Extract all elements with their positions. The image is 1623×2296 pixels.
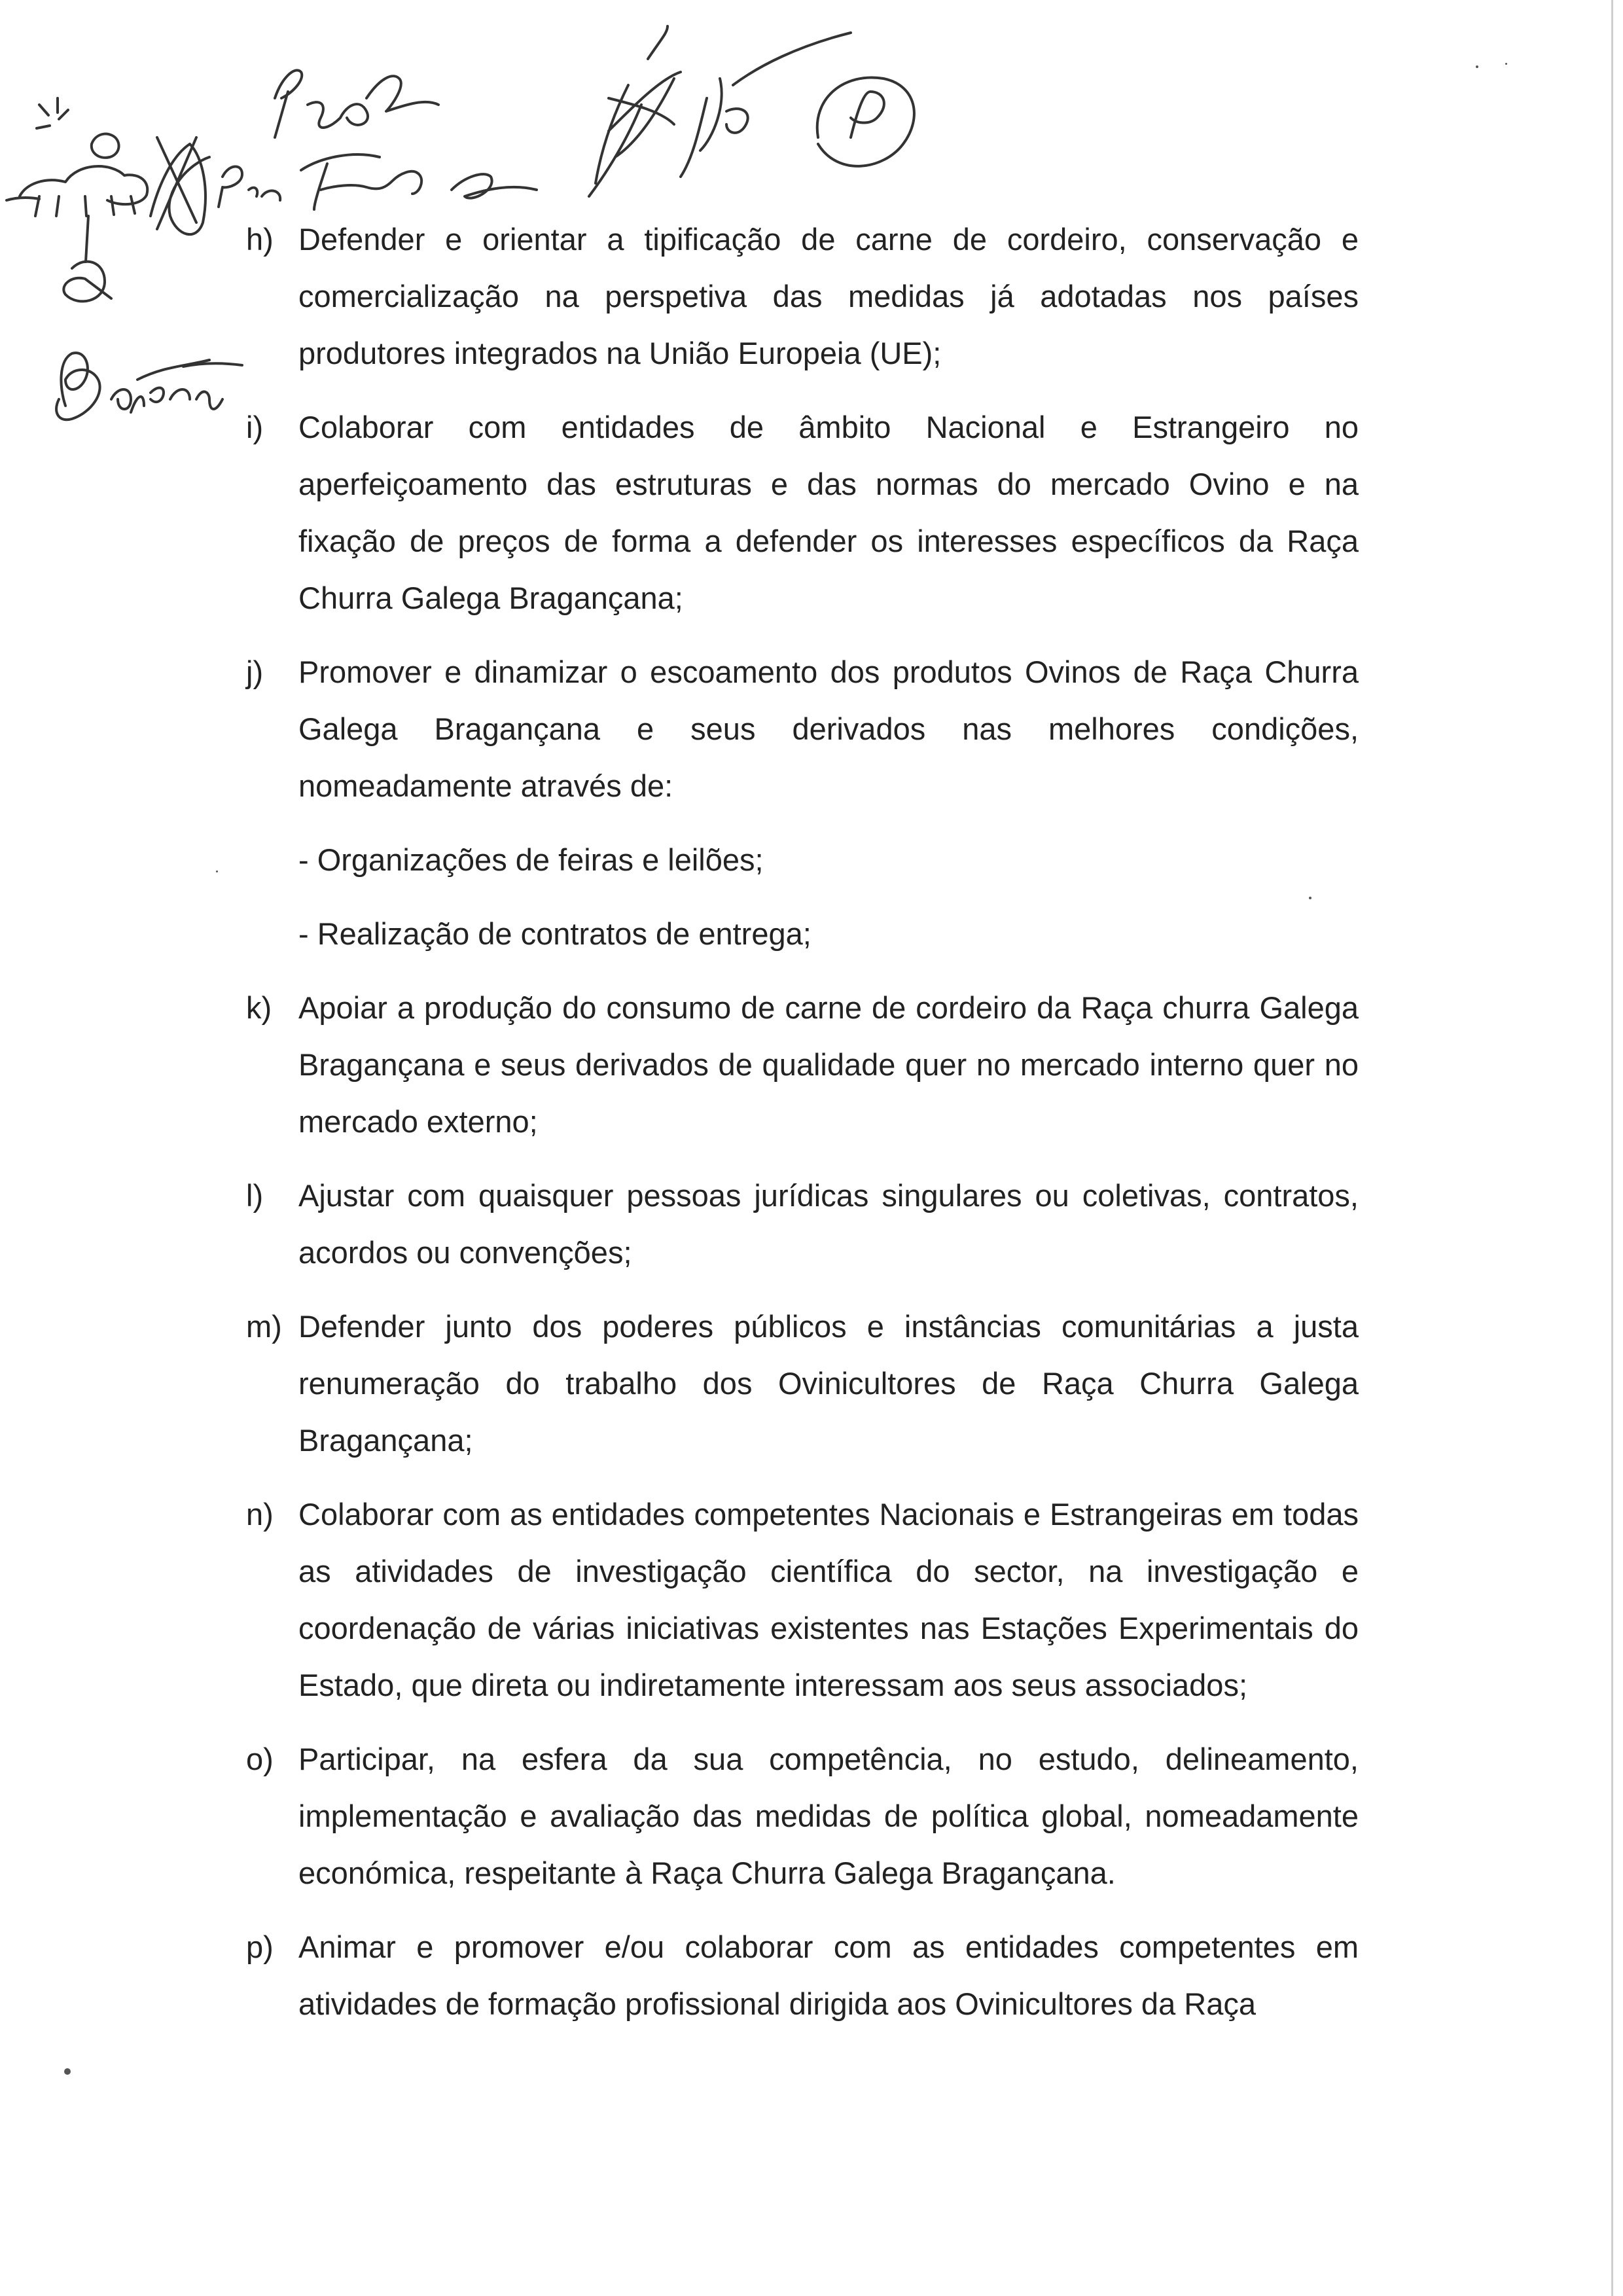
list-item-n (246, 1486, 1359, 1713)
doodle-sun-signature (37, 98, 68, 128)
item-text: Promover e dinamizar o escoamento dos produtos Ovinos de Raça Churra Galega Bragançana e seus derivados nas melhores condições, nomeadamente através de: (298, 655, 1359, 803)
scan-speck (216, 870, 218, 872)
signature-middle (681, 33, 851, 177)
item-text: Ajustar com quaisquer pessoas jurídicas singulares ou coletivas, contratos, acordos ou convenções; (298, 1178, 1359, 1270)
scan-speck (1476, 65, 1478, 68)
list-item-o (246, 1731, 1359, 1901)
item-letter: m) (246, 1309, 282, 1344)
list-item-k (246, 979, 1359, 1150)
sub-item-feiras: - Organizações de feiras e leilões; (298, 842, 764, 877)
item-letter: l) (246, 1178, 264, 1213)
item-letter: j) (246, 655, 264, 689)
list-item-j (246, 643, 1359, 814)
item-text: Participar, na esfera da sua competência, no estudo, delineamento, implementação e avaliação das medidas de política global, nomeadamente económica, respeitante à Raça Churra Galega Bragançana. (298, 1742, 1359, 1890)
item-text: Colaborar com entidades de âmbito Nacional e Estrangeiro no aperfeiçoamento das estruturas e das normas do mercado Ovino e na fixação de preços de forma a defender os interesses específicos da Raça Churra Galega Bragançana; (298, 410, 1359, 615)
initials-cross-signature (151, 137, 209, 234)
signature-fernandes (219, 154, 537, 209)
scan-speck (1505, 63, 1507, 65)
list-item-m (246, 1298, 1359, 1469)
item-text: Defender junto dos poderes públicos e instâncias comunitárias a justa renumeração do trabalho dos Ovinicultores de Raça Churra Galega Bragançana; (298, 1309, 1359, 1458)
item-letter: n) (246, 1497, 274, 1532)
signature-circled-p (817, 77, 914, 166)
item-letter: p) (246, 1929, 274, 1964)
signature-pitada (275, 70, 438, 137)
signature-pereira (56, 353, 223, 420)
signature-angular (589, 26, 681, 196)
pereira-underline (183, 363, 242, 367)
item-letter: i) (246, 410, 264, 444)
initials-lower-signature (63, 216, 111, 301)
item-letter: o) (246, 1742, 274, 1776)
list-item-p (246, 1918, 1359, 2032)
item-text: Animar e promover e/ou colaborar com as entidades competentes em atividades de formação profissional dirigida aos Ovinicultores da Raça (298, 1929, 1359, 2021)
sub-item-contratos: - Realização de contratos de entrega; (298, 916, 812, 951)
list-item-h (246, 211, 1359, 382)
list-item-l (246, 1167, 1359, 1281)
sheep-doodle-signature (7, 134, 147, 216)
item-letter: h) (246, 222, 274, 257)
item-text: Colaborar com as entidades competentes Nacionais e Estrangeiras em todas as atividades de investigação científica do sector, na investigação e coordenação de várias iniciativas existentes nas Estações Experimentais do Estado, que direta ou indiretamente interessam aos seus associados; (298, 1497, 1359, 1702)
document-body (246, 211, 1359, 2032)
scan-speck (64, 2068, 71, 2075)
list-item-i (246, 399, 1359, 626)
item-text: Apoiar a produção do consumo de carne de cordeiro da Raça churra Galega Bragançana e seus derivados de qualidade quer no mercado interno quer no mercado externo; (298, 990, 1359, 1139)
item-letter: k) (246, 990, 272, 1025)
item-text: Defender e orientar a tipificação de carne de cordeiro, conservação e comercialização na perspetiva das medidas já adotadas nos países produtores integrados na União Europeia (UE); (298, 222, 1359, 370)
